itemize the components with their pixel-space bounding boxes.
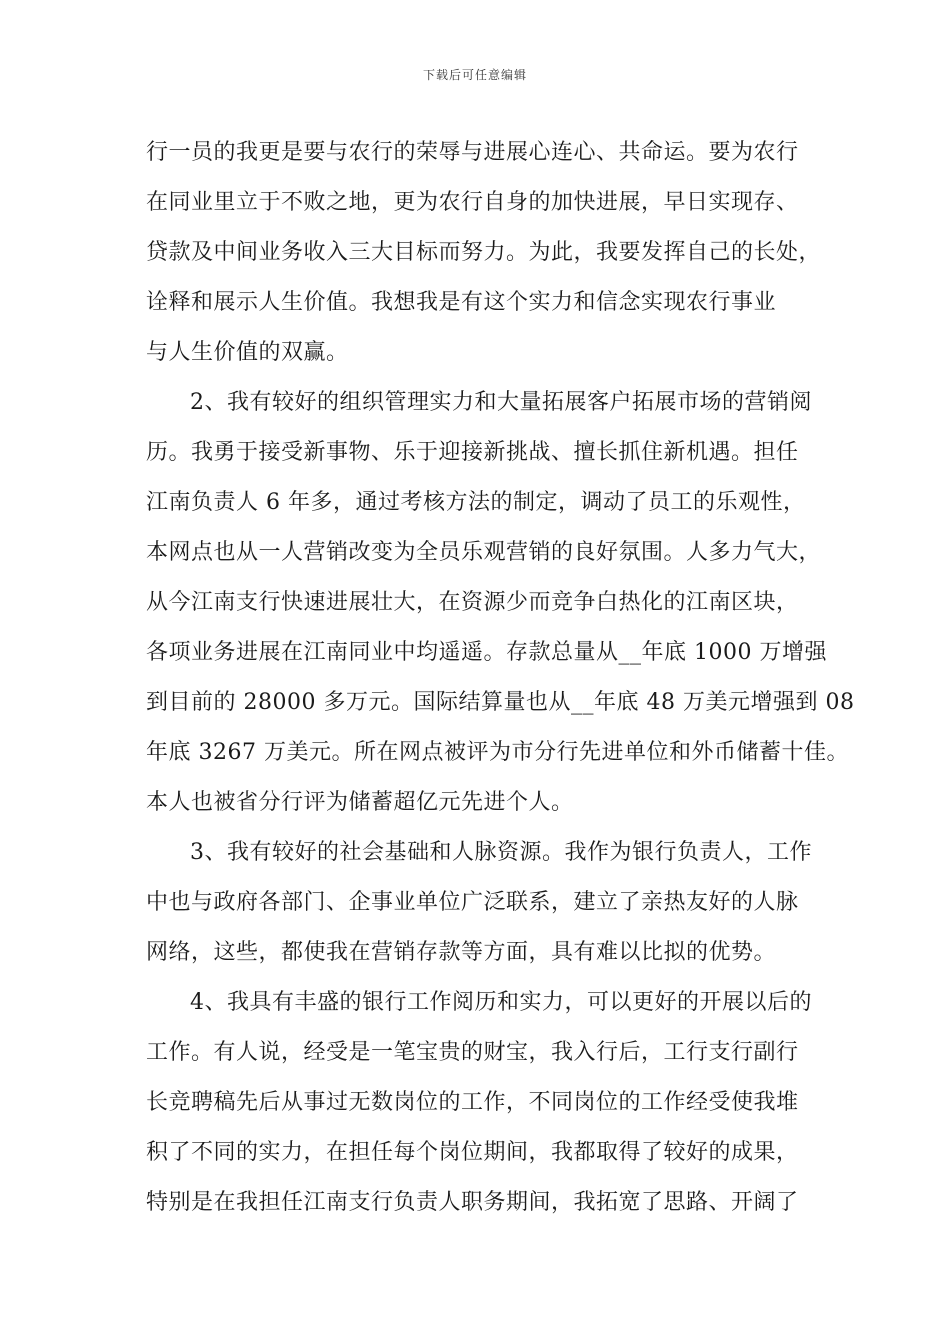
text-line: 从今江南支行快速进展壮大，在资源少而竞争白热化的江南区块， <box>146 590 799 615</box>
text-line: 工作。有人说，经受是一笔宝贵的财宝，我入行后，工行支行副行 <box>146 1040 799 1065</box>
paragraph-3-start: 3、我有较好的社会基础和人脉资源。我作为银行负责人，工作 <box>190 840 812 865</box>
text-line: 积了不同的实力，在担任每个岗位期间，我都取得了较好的成果， <box>146 1140 799 1165</box>
text-line: 与人生价值的双赢。 <box>146 340 349 365</box>
text-line: 诠释和展示人生价值。我想我是有这个实力和信念实现农行事业 <box>146 290 777 315</box>
text-line: 历。我勇于接受新事物、乐于迎接新挑战、擅长抓住新机遇。担任 <box>146 440 799 465</box>
text-line: 长竞聘稿先后从事过无数岗位的工作，不同岗位的工作经受使我堆 <box>146 1090 799 1115</box>
text-line: 贷款及中间业务收入三大目标而努力。为此，我要发挥自己的长处， <box>146 240 822 265</box>
text-line: 各项业务进展在江南同业中均遥遥。存款总量从__年底 1000 万增强 <box>146 640 827 665</box>
document-body <box>146 128 855 1228</box>
text-line: 本网点也从一人营销改变为全员乐观营销的良好氛围。人多力气大， <box>146 540 822 565</box>
paragraph-2-start: 2、我有较好的组织管理实力和大量拓展客户拓展市场的营销阅 <box>190 390 812 415</box>
text-line: 中也与政府各部门、企事业单位广泛联系，建立了亲热友好的人脉 <box>146 890 799 915</box>
text-line: 行一员的我更是要与农行的荣辱与进展心连心、共命运。要为农行 <box>146 140 799 165</box>
text-line: 特别是在我担任江南支行负责人职务期间，我拓宽了思路、开阔了 <box>146 1190 799 1215</box>
text-line: 在同业里立于不败之地，更为农行自身的加快进展，早日实现存、 <box>146 190 799 215</box>
paragraph-4-start: 4、我具有丰盛的银行工作阅历和实力，可以更好的开展以后的 <box>190 990 812 1015</box>
page-header: 下载后可任意编辑 <box>422 68 527 82</box>
text-line: 本人也被省分行评为储蓄超亿元先进个人。 <box>146 790 574 815</box>
text-line: 江南负责人 6 年多，通过考核方法的制定，调动了员工的乐观性， <box>146 490 806 515</box>
text-line: 网络，这些，都使我在营销存款等方面，具有难以比拟的优势。 <box>146 940 777 965</box>
text-line: 年底 3267 万美元。所在网点被评为市分行先进单位和外币储蓄十佳。 <box>146 740 849 765</box>
text-line: 到目前的 28000 多万元。国际结算量也从__年底 48 万美元增强到 08 <box>146 690 855 715</box>
